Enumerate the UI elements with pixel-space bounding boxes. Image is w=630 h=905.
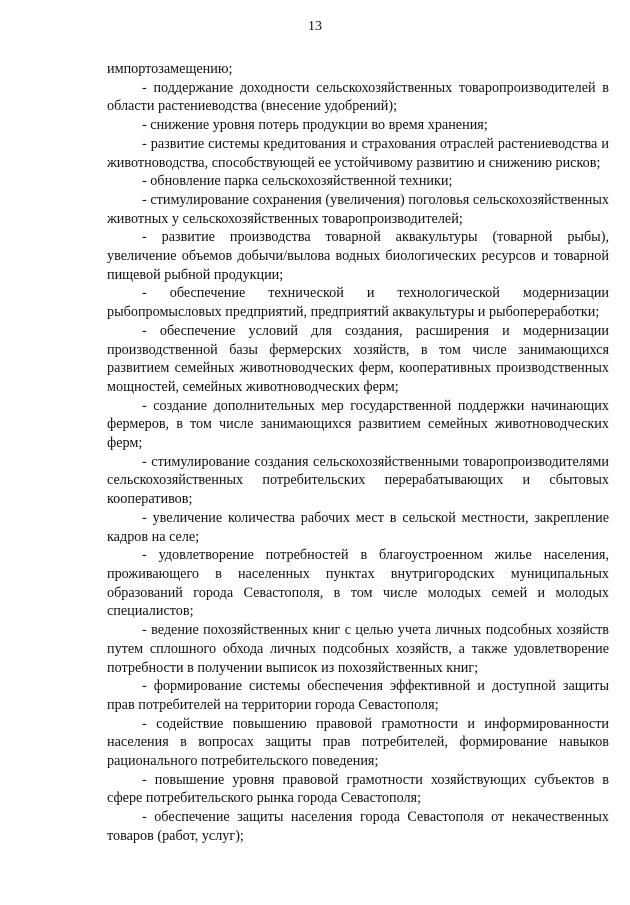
- list-item-measure: - развитие системы кредитования и страхования отраслей растениеводства и животноводства, способствующей ее устойчивому развитию и снижению рисков;: [107, 135, 609, 171]
- page-number: 13: [308, 19, 322, 34]
- list-item-measure: - ведение похозяйственных книг с целью учета личных подсобных хозяйств путем сплошного обхода личных подсобных хозяйств, а также удовлетворение потребности в получении выписок из похозяйственных книг;: [107, 622, 609, 676]
- list-item-measure: - обеспечение технической и технологической модернизации рыбопромысловых предприятий, предприятий аквакультуры и рыбопереработки;: [107, 285, 609, 321]
- body-text: [107, 60, 609, 846]
- list-item-measure: - стимулирование сохранения (увеличения) поголовья сельскохозяйственных животных у сельскохозяйственных товаропроизводителей;: [107, 191, 609, 227]
- list-item-measure: - создание дополнительных мер государственной поддержки начинающих фермеров, в том числе занимающихся развитием семейных животноводческих ферм;: [107, 397, 609, 452]
- list-item-measure: - формирование системы обеспечения эффективной и доступной защиты прав потребителей на территории города Севастополя;: [107, 678, 609, 713]
- list-item-measure: - содействие повышению правовой грамотности и информированности населения в вопросах защиты прав потребителей, формирование навыков рационального потребительского поведения;: [107, 715, 609, 770]
- list-item-measure: - обновление парка сельскохозяйственной техники;: [142, 173, 453, 190]
- list-item-measure: - удовлетворение потребностей в благоустроенном жилье населения, проживающего в населенных пунктах внутригородских муниципальных образований города Севастополя, в том числе молодых семей и молодых специалистов;: [107, 547, 609, 620]
- list-item-measure: - поддержание доходности сельскохозяйственных товаропроизводителей в области растениеводства (внесение удобрений);: [107, 79, 609, 115]
- list-item-measure: - снижение уровня потерь продукции во время хранения;: [142, 117, 488, 134]
- list-item-measure: - повышение уровня правовой грамотности хозяйствующих субъектов в сфере потребительского рынка города Севастополя;: [107, 771, 609, 807]
- list-item-measure: - обеспечение условий для создания, расширения и модернизации производственной базы фермерских хозяйств, в том числе занимающихся развитием семейных животноводческих ферм, кооперативных производственных мощностей, семейных животноводческих ферм;: [107, 322, 609, 395]
- paragraph-continuation: импортозамещению;: [107, 61, 233, 77]
- list-item-measure: - увеличение количества рабочих мест в сельской местности, закрепление кадров на селе;: [107, 509, 609, 545]
- list-item-measure: - развитие производства товарной аквакультуры (товарной рыбы), увеличение объемов добычи/вылова водных биологических ресурсов и товарной пищевой рыбной продукции;: [107, 229, 609, 283]
- list-item-measure: - обеспечение защиты населения города Севастополя от некачественных товаров (работ, услуг);: [107, 809, 609, 844]
- list-item-measure: - стимулирование создания сельскохозяйственными товаропроизводителями сельскохозяйственных потребительских перерабатывающих и сбытовых кооперативов;: [107, 453, 609, 508]
